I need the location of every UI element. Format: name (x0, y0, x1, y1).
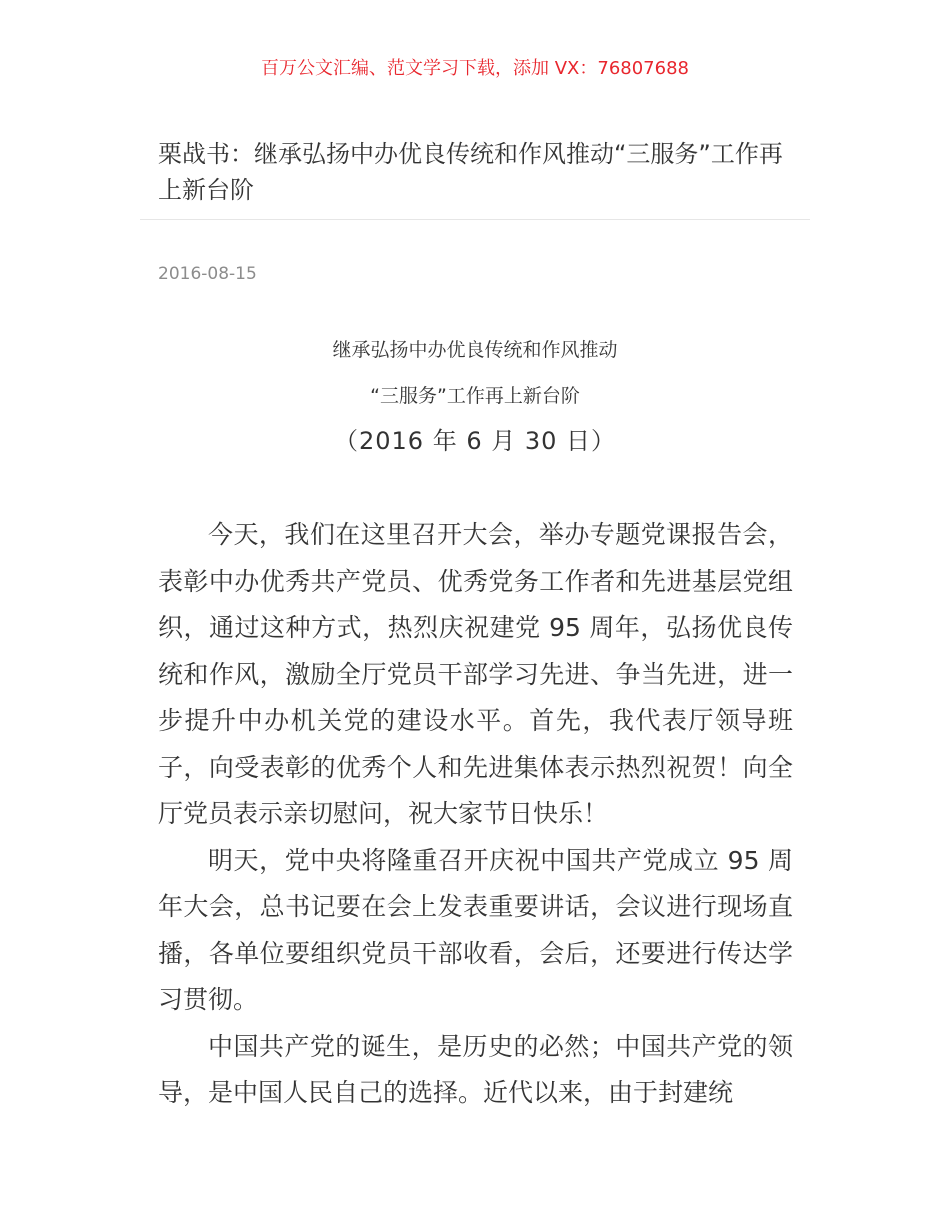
speech-heading-line-2: “三服务”工作再上新台阶 (370, 385, 580, 407)
body-paragraph: 今天，我们在这里召开大会，举办专题党课报告会，表彰中办优秀共产党员、优秀党务工作者和先进基层党组织，通过这种方式，热烈庆祝建党 95 周年，弘扬优良传统和作风，激励全厅党员干部学习先进、争当先进，进一步提升中办机关党的建设水平。首先，我代表厅领导班子，向受表彰的优秀个人和先进集体表示热烈祝贺！向全厅党员表示亲切慰问，祝大家节日快乐！ (158, 520, 793, 828)
article-body (158, 512, 793, 1117)
body-paragraph: 明天，党中央将隆重召开庆祝中国共产党成立 95 周年大会，总书记要在会上发表重要讲话，会议进行现场直播，各单位要组织党员干部收看，会后，还要进行传达学习贯彻。 (158, 845, 793, 1014)
publish-date: 2016-08-15 (158, 264, 257, 284)
speech-heading-line-1: 继承弘扬中办优良传统和作风推动 (332, 339, 618, 361)
article-title: 栗战书：继承弘扬中办优良传统和作风推动“三服务”工作再上新台阶 (158, 140, 783, 204)
speech-date-line: （2016 年 6 月 30 日） (333, 427, 617, 455)
promo-banner: 百万公文汇编、范文学习下载，添加 VX：76807688 (261, 58, 689, 79)
body-paragraph: 中国共产党的诞生，是历史的必然；中国共产党的领导，是中国人民自己的选择。近代以来，由于封建统 (158, 1031, 793, 1107)
title-divider (140, 219, 810, 220)
